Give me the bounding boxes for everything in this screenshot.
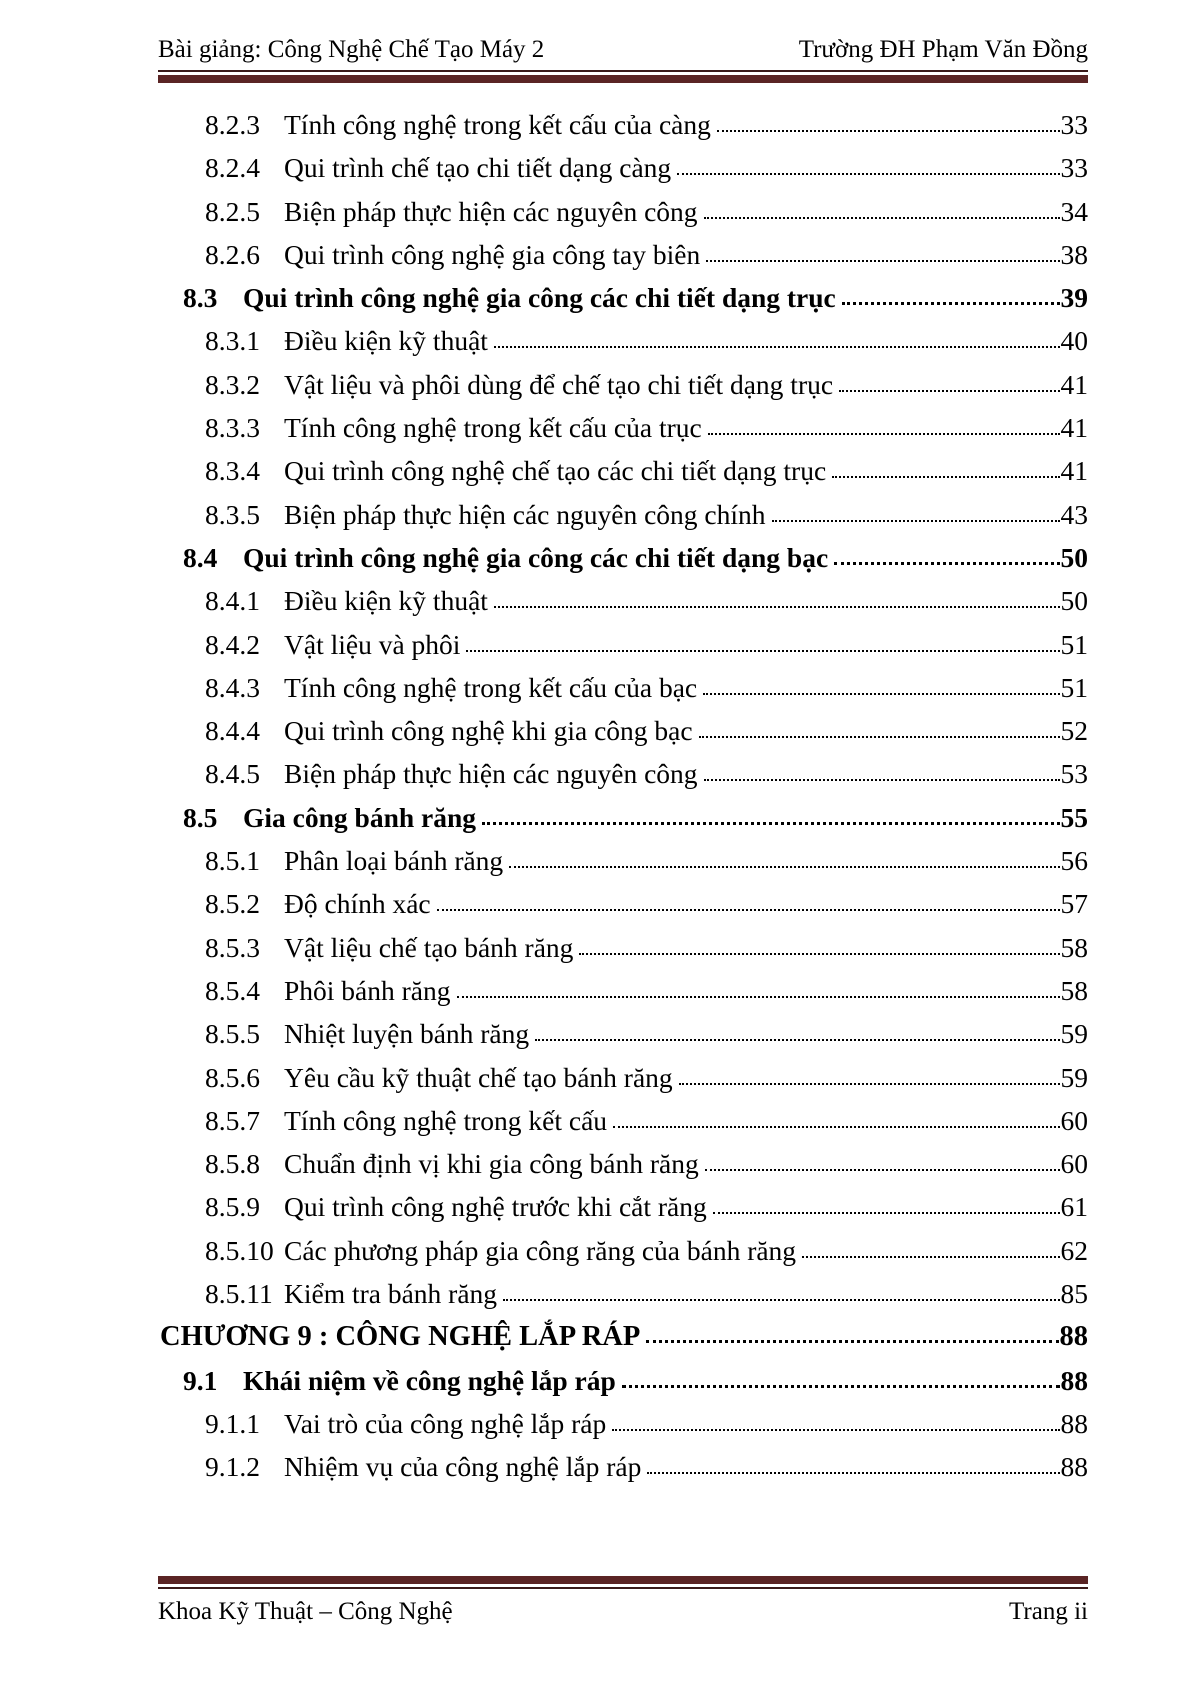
toc-entry-page: 38	[1060, 238, 1088, 270]
dot-leader	[646, 1340, 1058, 1343]
toc-entry-page: 62	[1060, 1234, 1088, 1266]
toc-entry-title: Qui trình công nghệ chế tạo các chi tiết dạng trục	[284, 455, 827, 487]
toc-entry	[158, 1272, 1088, 1315]
dot-leader	[494, 346, 1060, 348]
toc-entry-page: 88	[1059, 1321, 1088, 1353]
toc-entry-title: Qui trình công nghệ trước khi cắt răng	[284, 1191, 707, 1223]
toc-entry-title: Kiểm tra bánh răng	[284, 1278, 498, 1310]
toc-entry	[158, 233, 1088, 276]
toc-entry	[158, 1402, 1088, 1445]
toc-entry	[158, 752, 1088, 795]
toc-entry	[158, 1012, 1088, 1055]
toc-entry	[158, 406, 1088, 449]
toc-entry-page: 41	[1060, 368, 1088, 400]
toc-entry-page: 33	[1060, 152, 1088, 184]
toc-entry-number: 8.5	[183, 801, 218, 833]
toc-entry-number: 8.2.3	[205, 109, 260, 140]
toc-entry	[158, 1229, 1088, 1272]
toc-entry-number: 8.4.3	[205, 671, 260, 703]
dot-leader	[503, 1299, 1059, 1301]
toc-entry-number: 9.1	[183, 1364, 218, 1396]
toc-entry-number: 8.3.5	[205, 498, 260, 530]
dot-leader	[482, 822, 1059, 825]
dot-leader	[717, 130, 1060, 132]
toc-entry-page: 58	[1060, 931, 1088, 963]
toc-entry-page: 33	[1060, 109, 1088, 140]
toc-entry	[158, 579, 1088, 622]
toc-entry-page: 40	[1060, 325, 1088, 357]
dot-leader	[772, 520, 1060, 522]
toc-entry-page: 56	[1060, 845, 1088, 877]
toc-entry-title: Khái niệm về công nghệ lắp ráp	[243, 1364, 616, 1396]
toc-entry-title: Qui trình chế tạo chi tiết dạng càng	[284, 152, 672, 184]
toc-entry-title: Vật liệu chế tạo bánh răng	[284, 931, 574, 963]
toc-entry	[158, 709, 1088, 752]
toc-entry-number: 8.5.8	[205, 1148, 260, 1180]
dot-leader	[704, 217, 1060, 219]
toc-entry-number: 8.2.6	[205, 238, 260, 270]
dot-leader	[509, 866, 1059, 868]
toc-entry-number: 8.3	[183, 282, 218, 314]
toc-entry-title: Qui trình công nghệ khi gia công bạc	[284, 715, 693, 747]
dot-leader	[706, 260, 1059, 262]
toc-entry-title: Nhiệm vụ của công nghệ lắp ráp	[284, 1451, 642, 1483]
toc-entry-number: 8.3.3	[205, 412, 260, 444]
toc-entry-title: Yêu cầu kỹ thuật chế tạo bánh răng	[284, 1061, 673, 1093]
toc-entry-number: 8.2.4	[205, 152, 260, 184]
toc-entry-number: 8.4.4	[205, 715, 260, 747]
toc-entry-number: 8.5.2	[205, 888, 260, 920]
toc-entry	[158, 1185, 1088, 1228]
dot-leader	[839, 390, 1059, 392]
toc-entry-page: 53	[1060, 758, 1088, 790]
toc-entry	[158, 319, 1088, 362]
toc-entry	[158, 449, 1088, 492]
toc-entry-number: 8.3.1	[205, 325, 260, 357]
toc-entry	[158, 363, 1088, 406]
dot-leader	[579, 953, 1059, 955]
toc-entry-page: 41	[1060, 455, 1088, 487]
toc-entry-page: 51	[1060, 671, 1088, 703]
toc-entry-title: Tính công nghệ trong kết cấu của càng	[284, 109, 711, 140]
toc-entry	[158, 926, 1088, 969]
toc-entry-number: 8.3.4	[205, 455, 260, 487]
toc-entry	[158, 1315, 1088, 1358]
toc-entry-title: Điều kiện kỹ thuật	[284, 325, 488, 357]
toc-entry	[158, 666, 1088, 709]
toc-entry-title: Phôi bánh răng	[284, 974, 451, 1006]
dot-leader	[612, 1429, 1059, 1431]
toc-entry-page: 41	[1060, 412, 1088, 444]
toc-entry-title: Chuẩn định vị khi gia công bánh răng	[284, 1148, 699, 1180]
dot-leader	[647, 1472, 1059, 1474]
toc-entry-page: 55	[1060, 801, 1088, 833]
toc-entry	[158, 969, 1088, 1012]
toc-entry	[158, 623, 1088, 666]
toc-entry-page: 57	[1060, 888, 1088, 920]
dot-leader	[703, 693, 1059, 695]
toc-entry-number: 8.5.1	[205, 845, 260, 877]
toc-entry-number: 8.5.4	[205, 974, 260, 1006]
dot-leader	[466, 650, 1059, 652]
toc-entry-number: 8.3.2	[205, 368, 260, 400]
toc-entry-title: Biện pháp thực hiện các nguyên công	[284, 195, 698, 227]
toc-entry	[158, 1359, 1088, 1402]
toc-entry-title: Vai trò của công nghệ lắp ráp	[284, 1407, 607, 1439]
toc-entry-number: 8.5.5	[205, 1018, 260, 1050]
page-header	[158, 36, 1088, 83]
toc-entry	[158, 796, 1088, 839]
toc-entry-number: 8.5.11	[205, 1278, 273, 1310]
toc-entry-title: Điều kiện kỹ thuật	[284, 585, 488, 617]
toc-entry-page: 85	[1060, 1278, 1088, 1310]
toc-entry-page: 60	[1060, 1148, 1088, 1180]
header-rule-thin	[158, 70, 1088, 72]
footer-rule-thin	[158, 1587, 1088, 1589]
toc-entry-number: 8.4.5	[205, 758, 260, 790]
toc-entry-title: Tính công nghệ trong kết cấu	[284, 1104, 608, 1136]
toc-entry-page: 60	[1060, 1104, 1088, 1136]
toc-entry-number: 9.1.2	[205, 1451, 260, 1483]
table-of-contents	[158, 103, 1088, 1489]
toc-entry-title: Qui trình công nghệ gia công các chi tiết dạng trục	[243, 282, 836, 314]
toc-entry-title: Tính công nghệ trong kết cấu của trục	[284, 412, 702, 444]
toc-entry-title: Các phương pháp gia công răng của bánh răng	[284, 1234, 797, 1266]
toc-entry	[158, 493, 1088, 536]
toc-entry-title: Vật liệu và phôi dùng để chế tạo chi tiết dạng trục	[284, 368, 834, 400]
header-rule-thick	[158, 75, 1088, 83]
toc-entry	[158, 1142, 1088, 1185]
toc-entry-title: Độ chính xác	[284, 888, 431, 920]
toc-entry-page: 51	[1060, 628, 1088, 660]
dot-leader	[494, 606, 1060, 608]
toc-entry-title: Biện pháp thực hiện các nguyên công chính	[284, 498, 766, 530]
toc-entry-number: 8.5.10	[205, 1234, 274, 1266]
toc-entry	[158, 103, 1088, 146]
toc-entry-page: 58	[1060, 974, 1088, 1006]
toc-entry-number: 8.5.6	[205, 1061, 260, 1093]
toc-entry-number: 8.5.3	[205, 931, 260, 963]
toc-entry-page: 50	[1060, 585, 1088, 617]
footer-rule-thick	[158, 1576, 1088, 1584]
dot-leader	[802, 1256, 1059, 1258]
toc-entry-title: Nhiệt luyện bánh răng	[284, 1018, 530, 1050]
toc-entry	[158, 146, 1088, 189]
toc-entry-title: Biện pháp thực hiện các nguyên công	[284, 758, 698, 790]
toc-entry-page: 34	[1060, 195, 1088, 227]
toc-entry-number: 9.1.1	[205, 1407, 260, 1439]
header-course-title: Bài giảng: Công Nghệ Chế Tạo Máy 2	[158, 36, 545, 63]
toc-entry-page: 52	[1060, 715, 1088, 747]
toc-entry	[158, 1099, 1088, 1142]
dot-leader	[842, 302, 1060, 305]
toc-entry-number: 8.4	[183, 541, 218, 573]
footer-page-number: Trang ii	[1009, 1598, 1088, 1625]
toc-entry-page: 88	[1060, 1407, 1088, 1439]
toc-entry	[158, 839, 1088, 882]
footer-faculty-name: Khoa Kỹ Thuật – Công Nghệ	[158, 1598, 453, 1625]
dot-leader	[613, 1126, 1059, 1128]
toc-entry-page: 88	[1060, 1364, 1088, 1396]
toc-entry-page: 50	[1060, 541, 1088, 573]
dot-leader	[832, 476, 1059, 478]
toc-entry-page: 43	[1060, 498, 1088, 530]
dot-leader	[677, 173, 1059, 175]
dot-leader	[679, 1083, 1060, 1085]
toc-entry-title: Phân loại bánh răng	[284, 845, 504, 877]
toc-entry-title: Qui trình công nghệ gia công tay biên	[284, 238, 701, 270]
dot-leader	[834, 562, 1059, 565]
toc-entry-title: Gia công bánh răng	[243, 801, 477, 833]
toc-entry-number: 8.5.9	[205, 1191, 260, 1223]
toc-entry-number: 8.4.1	[205, 585, 260, 617]
dot-leader	[535, 1039, 1059, 1041]
dot-leader	[699, 736, 1060, 738]
toc-entry-page: 59	[1060, 1061, 1088, 1093]
dot-leader	[713, 1212, 1060, 1214]
toc-entry-number: 8.5.7	[205, 1104, 260, 1136]
toc-entry-number: 8.4.2	[205, 628, 260, 660]
header-university-name: Trường ĐH Phạm Văn Đồng	[798, 36, 1088, 63]
page-footer	[158, 1576, 1088, 1626]
toc-entry-title: Qui trình công nghệ gia công các chi tiết dạng bạc	[243, 541, 829, 573]
toc-entry-title: Tính công nghệ trong kết cấu của bạc	[284, 671, 698, 703]
dot-leader	[704, 779, 1060, 781]
toc-entry	[158, 536, 1088, 579]
dot-leader	[708, 433, 1060, 435]
toc-entry-title: Vật liệu và phôi	[284, 628, 461, 660]
toc-entry	[158, 190, 1088, 233]
toc-entry	[158, 882, 1088, 925]
toc-entry-page: 59	[1060, 1018, 1088, 1050]
toc-entry-number: 8.2.5	[205, 195, 260, 227]
toc-entry-page: 61	[1060, 1191, 1088, 1223]
dot-leader	[457, 996, 1060, 998]
toc-entry	[158, 1445, 1088, 1488]
toc-entry-title: CHƯƠNG 9 : CÔNG NGHỆ LẮP RÁP	[160, 1321, 641, 1353]
dot-leader	[705, 1169, 1060, 1171]
toc-entry	[158, 276, 1088, 319]
dot-leader	[437, 909, 1060, 911]
toc-entry-page: 39	[1060, 282, 1088, 314]
toc-entry-page: 88	[1060, 1451, 1088, 1483]
toc-entry	[158, 1056, 1088, 1099]
dot-leader	[622, 1385, 1060, 1388]
